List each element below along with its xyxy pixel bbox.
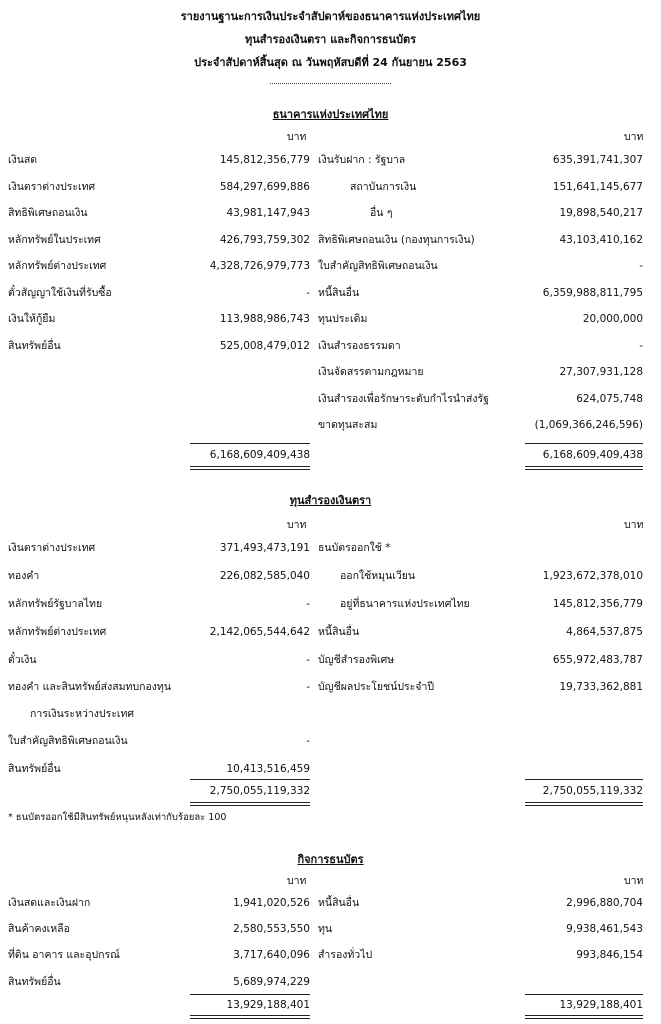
line-item-value: 4,864,537,875 (566, 626, 643, 638)
section-reserve-unit-left: บาท (287, 519, 307, 531)
line-item-value: 19,898,540,217 (559, 207, 643, 219)
section-bot-title: ธนาคารแห่งประเทศไทย (272, 108, 389, 121)
section-reserve-title: ทุนสำรองเงินตรา (289, 494, 372, 507)
line-item-label: ใบสำคัญสิทธิพิเศษถอนเงิน (8, 735, 128, 747)
line-item-value: - (306, 735, 310, 747)
line-item-value: 145,812,356,779 (219, 154, 310, 166)
line-item-value: 4,328,726,979,773 (209, 260, 310, 272)
section-bot-total-right: 6,168,609,409,438 (542, 449, 643, 461)
section-reserve-total-line-left (190, 779, 310, 780)
line-item-value: 655,972,483,787 (552, 654, 643, 666)
line-item-value: 9,938,461,543 (566, 923, 643, 935)
line-item-label: หนี้สินอื่น (318, 897, 360, 909)
line-item-value: 226,082,585,040 (219, 570, 310, 582)
line-item-label: หลักทรัพย์รัฐบาลไทย (8, 598, 103, 610)
report-period: ประจำสัปดาห์สิ้นสุด ณ วันพฤหัสบดีที่ 24 กันยายน 2563 (194, 56, 467, 69)
section-banknote-total-line-left (190, 994, 310, 995)
report-subtitle: ทุนสำรองเงินตรา และกิจการธนบัตร (244, 33, 417, 46)
line-item-label: เงินตราต่างประเทศ (8, 181, 96, 193)
section-banknote-double-line-left-a (190, 1015, 310, 1016)
line-item-label: ออกใช้หมุนเวียน (340, 570, 416, 582)
line-item-label: ทุน (318, 923, 333, 935)
line-item-label: เงินสด (8, 154, 38, 166)
section-bot-double-line-left-b (190, 469, 310, 470)
line-item-value: 10,413,516,459 (226, 763, 310, 775)
line-item-label: สินทรัพย์อื่น (8, 976, 61, 988)
line-item-value: - (639, 340, 643, 352)
line-item-value: 2,142,065,544,642 (209, 626, 310, 638)
line-item-label: หลักทรัพย์ในประเทศ (8, 234, 101, 246)
line-item-value: 20,000,000 (582, 313, 643, 325)
section-banknote-total-left: 13,929,188,401 (226, 999, 310, 1011)
line-item-label: สถาบันการเงิน (350, 181, 417, 193)
line-item-value: 635,391,741,307 (552, 154, 643, 166)
line-item-label: เงินรับฝาก : รัฐบาล (318, 154, 406, 166)
line-item-label: ใบสำคัญสิทธิพิเศษถอนเงิน (318, 260, 438, 272)
line-item-value: 1,941,020,526 (233, 897, 310, 909)
section-banknote-title: กิจการธนบัตร (297, 853, 364, 866)
section-reserve-unit-right: บาท (624, 519, 644, 531)
section-banknote-total-line-right (525, 994, 643, 995)
section-bot-double-line-right-a (525, 466, 643, 467)
line-item-label: ที่ดิน อาคาร และอุปกรณ์ (8, 949, 120, 961)
header-dotted-line (270, 83, 391, 84)
line-item-value: - (306, 681, 310, 693)
line-item-label: การเงินระหว่างประเทศ (30, 708, 135, 720)
line-item-value: 371,493,473,191 (219, 542, 310, 554)
line-item-label: สิทธิพิเศษถอนเงิน (กองทุนการเงิน) (318, 234, 475, 246)
section-banknote-unit-left: บาท (287, 875, 307, 887)
line-item-label: ตั๋วสัญญาใช้เงินที่รับซื้อ (8, 287, 112, 299)
section-bot-total-line-left (190, 443, 310, 444)
section-banknote-double-line-left-b (190, 1018, 310, 1019)
line-item-value: - (306, 287, 310, 299)
line-item-label: เงินสำรองเพื่อรักษาระดับกำไรนำส่งรัฐ (318, 393, 489, 405)
line-item-value: 19,733,362,881 (559, 681, 643, 693)
section-bot-total-left: 6,168,609,409,438 (209, 449, 310, 461)
line-item-value: 5,689,974,229 (233, 976, 310, 988)
line-item-label: ทองคำ และสินทรัพย์ส่งสมทบกองทุน (8, 681, 172, 693)
line-item-value: 2,996,880,704 (566, 897, 643, 909)
section-reserve-double-line-right-a (525, 802, 643, 803)
line-item-label: ทุนประเดิม (318, 313, 368, 325)
line-item-label: หนี้สินอื่น (318, 287, 360, 299)
section-bot-unit-left: บาท (287, 131, 307, 143)
line-item-value: 584,297,699,886 (219, 181, 310, 193)
line-item-label: เงินตราต่างประเทศ (8, 542, 96, 554)
line-item-value: 43,103,410,162 (559, 234, 643, 246)
report-title: รายงานฐานะการเงินประจำสัปดาห์ของธนาคารแห่งประเทศไทย (180, 10, 481, 23)
section-reserve-total-right: 2,750,055,119,332 (542, 785, 643, 797)
line-item-label: หนี้สินอื่น (318, 626, 360, 638)
line-item-value: 27,307,931,128 (559, 366, 643, 378)
line-item-value: 426,793,759,302 (219, 234, 310, 246)
line-item-label: เงินสำรองธรรมดา (318, 340, 401, 352)
line-item-label: บัญชีผลประโยชน์ประจำปี (318, 681, 435, 693)
section-reserve-double-line-left-b (190, 805, 310, 806)
line-item-value: 993,846,154 (576, 949, 643, 961)
section-bot-double-line-left-a (190, 466, 310, 467)
line-item-value: 2,580,553,550 (233, 923, 310, 935)
line-item-value: - (306, 654, 310, 666)
footnote: * ธนบัตรออกใช้มีสินทรัพย์หนุนหลังเท่ากับร้อยละ 100 (8, 812, 227, 823)
line-item-label: สำรองทั่วไป (318, 949, 373, 961)
line-item-label: ทองคำ (8, 570, 40, 582)
line-item-label: ขาดทุนสะสม (318, 419, 378, 431)
section-reserve-total-left: 2,750,055,119,332 (209, 785, 310, 797)
line-item-value: 151,641,145,677 (552, 181, 643, 193)
line-item-value: 113,988,986,743 (219, 313, 310, 325)
line-item-label: หลักทรัพย์ต่างประเทศ (8, 260, 107, 272)
line-item-label: เงินสดและเงินฝาก (8, 897, 91, 909)
line-item-label: หลักทรัพย์ต่างประเทศ (8, 626, 107, 638)
line-item-value: (1,069,366,246,596) (534, 419, 643, 431)
section-reserve-double-line-left-a (190, 802, 310, 803)
line-item-label: สิทธิพิเศษถอนเงิน (8, 207, 88, 219)
section-banknote-total-right: 13,929,188,401 (559, 999, 643, 1011)
section-bot-total-line-right (525, 443, 643, 444)
line-item-value: 525,008,479,012 (219, 340, 310, 352)
line-item-label: สินทรัพย์อื่น (8, 763, 61, 775)
line-item-value: 3,717,640,096 (233, 949, 310, 961)
line-item-label: อยู่ที่ธนาคารแห่งประเทศไทย (340, 598, 470, 610)
line-item-label: เงินให้กู้ยืม (8, 313, 56, 325)
section-bot-unit-right: บาท (624, 131, 644, 143)
line-item-value: 43,981,147,943 (226, 207, 310, 219)
section-banknote-double-line-right-a (525, 1015, 643, 1016)
line-item-label: อื่น ๆ (370, 207, 393, 219)
section-reserve-total-line-right (525, 779, 643, 780)
section-bot-double-line-right-b (525, 469, 643, 470)
line-item-value: 145,812,356,779 (552, 598, 643, 610)
line-item-label: เงินจัดสรรตามกฎหมาย (318, 366, 424, 378)
line-item-label: บัญชีสำรองพิเศษ (318, 654, 395, 666)
line-item-value: 6,359,988,811,795 (542, 287, 643, 299)
line-item-value: - (639, 260, 643, 272)
line-item-value: - (306, 598, 310, 610)
line-item-label: สินค้าคงเหลือ (8, 923, 70, 935)
line-item-value: 624,075,748 (576, 393, 643, 405)
section-banknote-double-line-right-b (525, 1018, 643, 1019)
line-item-value: 1,923,672,378,010 (542, 570, 643, 582)
line-item-label: ตั๋วเงิน (8, 654, 37, 666)
section-banknote-unit-right: บาท (624, 875, 644, 887)
section-reserve-double-line-right-b (525, 805, 643, 806)
line-item-label: ธนบัตรออกใช้ * (318, 542, 391, 554)
line-item-label: สินทรัพย์อื่น (8, 340, 61, 352)
